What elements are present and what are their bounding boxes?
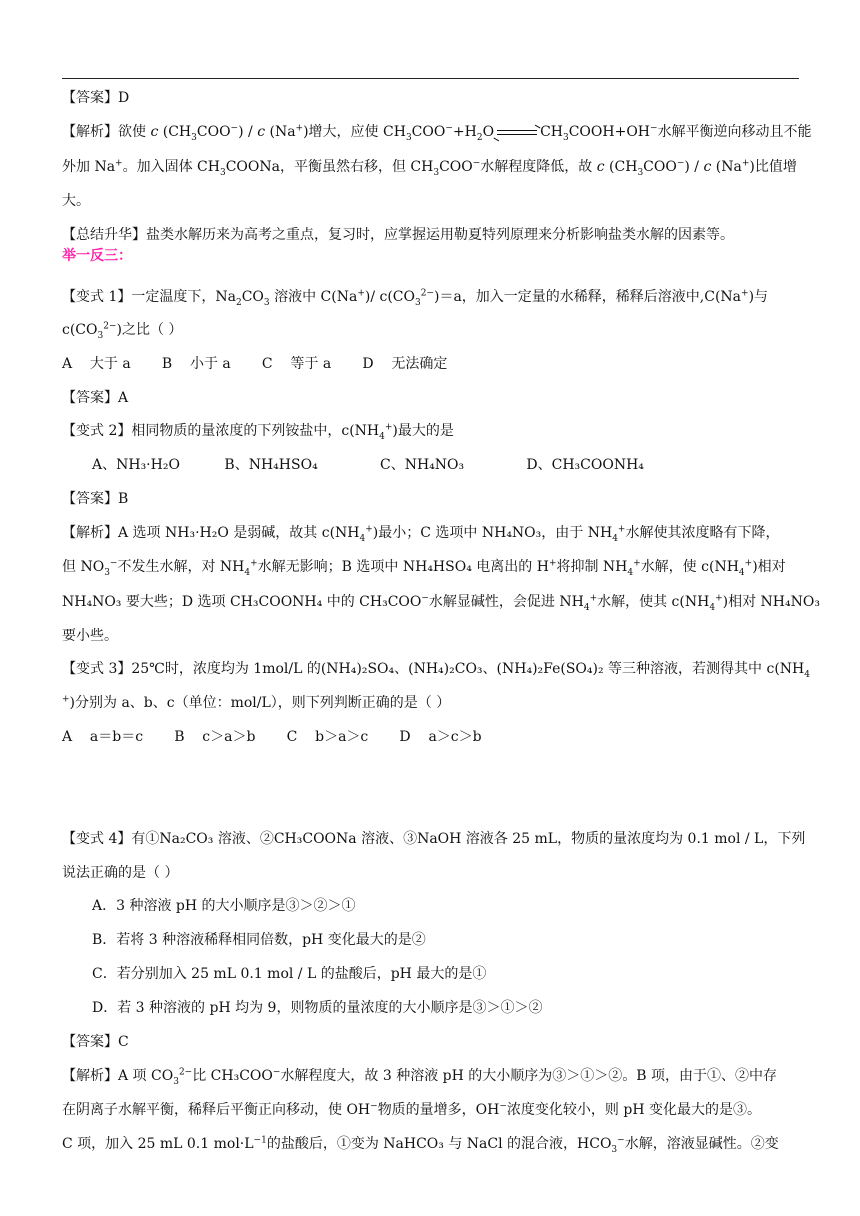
- variant-1-question-line-1: 【变式 1】一定温度下，$Na_2CO_3$ 溶液中 C(Na+)/ $c(CO_3^{2-})=a$，加入一定量的水稀释，稀释后溶液中,C(Na+)与: [62, 288, 769, 308]
- variant-4-question-line-2: 说法正确的是（ ）: [62, 865, 179, 881]
- equilibrium-arrow-icon: [495, 127, 539, 137]
- variant-4-option-b: B．若将 3 种溶液稀释相同倍数，pH 变化最大的是②: [92, 932, 426, 948]
- variant-4-question-line-1: 【变式 4】有①Na₂CO₃ 溶液、②CH₃COONa 溶液、③NaOH 溶液各 25 mL，物质的量浓度均为 0.1 mol / L，下列: [62, 831, 806, 847]
- variant-2-analysis-line-2: 但 $NO_3^-$不发生水解，对 $NH_4^+$水解无影响；B 选项中 NH₄HSO₄ 电离出的 H+将抑制 $NH_4^+$水解，使 $c(NH_4^+)$相对: [62, 558, 786, 578]
- variant-4-analysis-line-3: C 项，加入 25 mL 0.1 $mol\cdot L^{-1}$的盐酸后，①变为 NaHCO₃ 与 NaCl 的混合液，$HCO_3^-$水解，溶液显碱性。②变: [62, 1135, 779, 1155]
- variant-4-analysis-line-1: 【解析】A 项 $CO_3^{2-}$比 CH₃COO−水解程度大，故 3 种溶液 pH 的大小顺序为③＞①＞②。B 项，由于①、②中存: [62, 1067, 778, 1087]
- variant-4-option-a: A．3 种溶液 pH 的大小顺序是③＞②＞①: [92, 898, 356, 914]
- variant-3-options: A a＝b＝c B c＞a＞b C b＞a＞c D a＞c＞b: [62, 729, 482, 745]
- variant-4-option-c: C．若分别加入 25 mL 0.1 mol / L 的盐酸后，pH 最大的是①: [92, 966, 487, 982]
- analysis-line-2: 外加 Na+。加入固体 $CH_3COONa$，平衡虽然右移，但 $CH_3COO^-$水解程度降低，故 c $(CH_3COO^-)$ / c (Na+)比值增: [62, 158, 797, 178]
- variant-2-analysis-line-4: 要小些。: [62, 628, 118, 644]
- variant-2-options: A、NH₃·H₂O B、NH₄HSO₄ C、NH₄NO₃ D、CH₃COONH₄: [92, 457, 644, 473]
- variant-2-question: 【变式 2】相同物质的量浓度的下列铵盐中，$c(NH_4^+)$最大的是: [62, 422, 454, 442]
- answer-line-1: 【答案】D: [62, 90, 130, 106]
- variant-3-question-line-2: +)分别为 a、b、c（单位：mol/L），则下列判断正确的是（ ）: [62, 694, 451, 711]
- analysis-line-3: 大。: [62, 193, 90, 209]
- summary-line: 【总结升华】盐类水解历来为高考之重点，复习时，应掌握运用勒夏特列原理来分析影响盐类水解的因素等。: [62, 227, 734, 243]
- variant-1-options: A 大于 a B 小于 a C 等于 a D 无法确定: [62, 356, 448, 372]
- variant-1-question-line-2: $c(CO_3^{2-})$之比（ ）: [62, 321, 183, 341]
- header-rule: [62, 78, 799, 79]
- variant-2-answer: 【答案】B: [62, 491, 129, 507]
- variant-2-analysis-line-1: 【解析】A 选项 NH₃·H₂O 是弱碱，故其 $c(NH_4^+)$最小；C 选项中 NH₄NO₃，由于 $NH_4^+$水解使其浓度略有下降，: [62, 524, 780, 544]
- variant-1-answer: 【答案】A: [62, 390, 129, 406]
- variant-3-question-line-1: 【变式 3】25℃时，浓度均为 1mol/L 的(NH₄)₂SO₄、(NH₄)₂CO₃、(NH₄)₂Fe(SO₄)₂ 等三种溶液，若测得其中 $c(NH_4$: [62, 661, 810, 680]
- analysis-line-1: 【解析】欲使 c $(CH_3COO^-)$ / c (Na+)增大，应使 $CH_3COO^-+H_2O$ $CH_3COOH+OH^-$水解平衡逆向移动且不能: [62, 123, 812, 143]
- variant-4-option-d: D．若 3 种溶液的 pH 均为 9，则物质的量浓度的大小顺序是③＞①＞②: [92, 1000, 543, 1016]
- variant-2-analysis-line-3: NH₄NO₃ 要大些；D 选项 CH₃COONH₄ 中的 CH₃COO−水解显碱性，会促进 $NH_4^+$水解，使其 $c(NH_4^+)$相对 NH₄NO₃: [62, 593, 820, 613]
- variant-4-analysis-line-2: 在阴离子水解平衡，稀释后平衡正向移动，使 OH−物质的量增多，OH−浓度变化较小，则 pH 变化最大的是③。: [62, 1101, 761, 1118]
- section-heading: 举一反三：: [62, 248, 132, 264]
- variant-4-answer: 【答案】C: [62, 1034, 129, 1050]
